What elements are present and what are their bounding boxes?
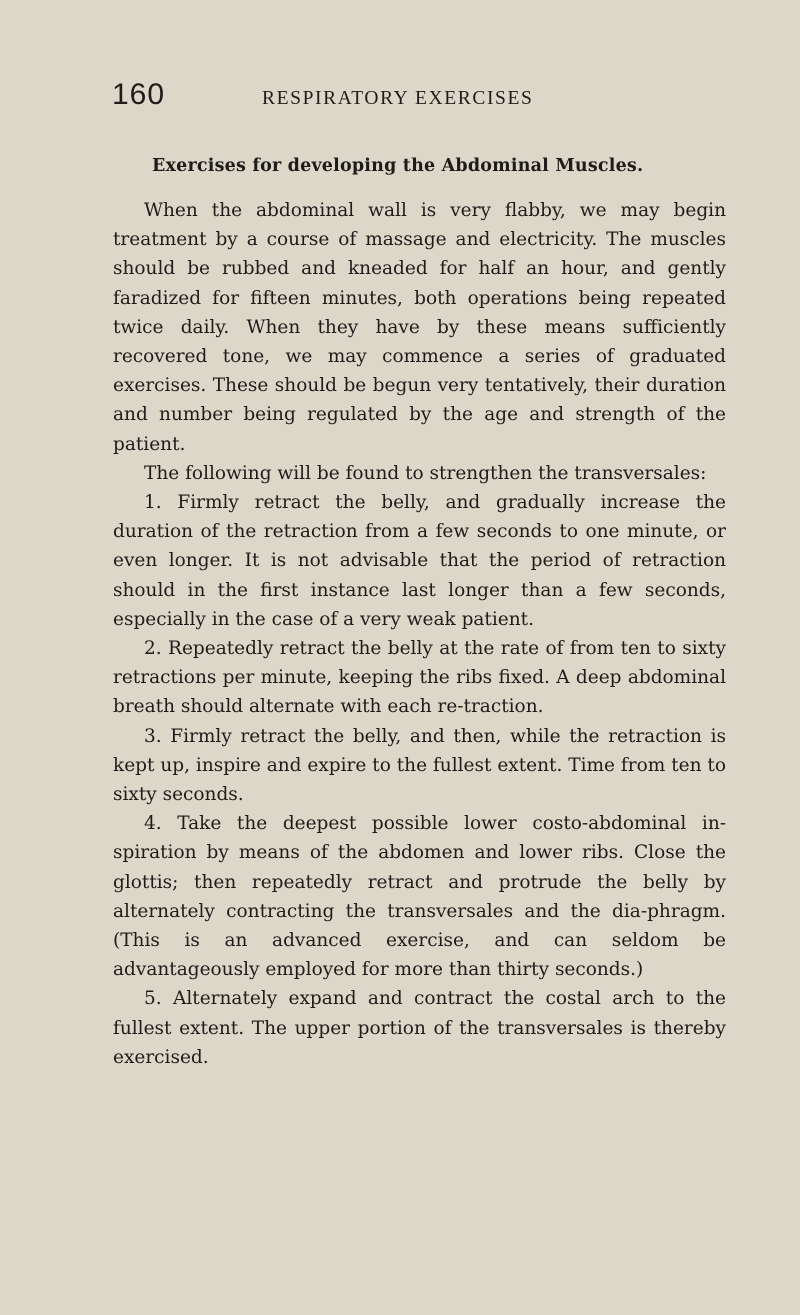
exercise-4: 4. Take the deepest possible lower costo-abdominal in-spiration by means of the abdomen and lower ribs. Close the glottis; then repeatedly retract and protrude the belly by alternately contracting the transversales and the dia-phragm. (This is an advanced exercise, and can seldom be advantageously employed for more than thirty seconds.) xyxy=(113,813,726,981)
body-text xyxy=(113,196,726,1072)
paragraph-transversales: The following will be found to strengthen the transversales: xyxy=(144,462,707,484)
exercise-5: 5. Alternately expand and contract the costal arch to the fullest extent. The upper portion of the transversales is thereby exercised. xyxy=(113,988,726,1068)
page-number: 160 xyxy=(112,78,166,111)
running-title: RESPIRATORY EXERCISES xyxy=(262,88,534,109)
exercise-2: 2. Repeatedly retract the belly at the rate of from ten to sixty retractions per minute, keeping the ribs fixed. A deep abdominal breath should alternate with each re-traction. xyxy=(113,638,726,718)
exercise-1: 1. Firmly retract the belly, and gradually increase the duration of the retraction from a few seconds to one minute, or even longer. It is not advisable that the period of retraction should in the first instance last longer than a few seconds, especially in the case of a very weak patient. xyxy=(113,492,726,630)
paragraph-intro: When the abdominal wall is very flabby, we may begin treatment by a course of massage and electricity. The muscles should be rubbed and kneaded for half an hour, and gently faradized for fifteen minutes, both operations being repeated twice daily. When they have by these means sufficiently recovered tone, we may commence a series of graduated exercises. These should be begun very tentatively, their duration and number being regulated by the age and strength of the patient. xyxy=(113,200,726,455)
running-head xyxy=(112,78,712,118)
section-heading: Exercises for developing the Abdominal Muscles. xyxy=(152,156,644,176)
exercise-3: 3. Firmly retract the belly, and then, while the retraction is kept up, inspire and expire to the fullest extent. Time from ten to sixty seconds. xyxy=(113,725,726,806)
